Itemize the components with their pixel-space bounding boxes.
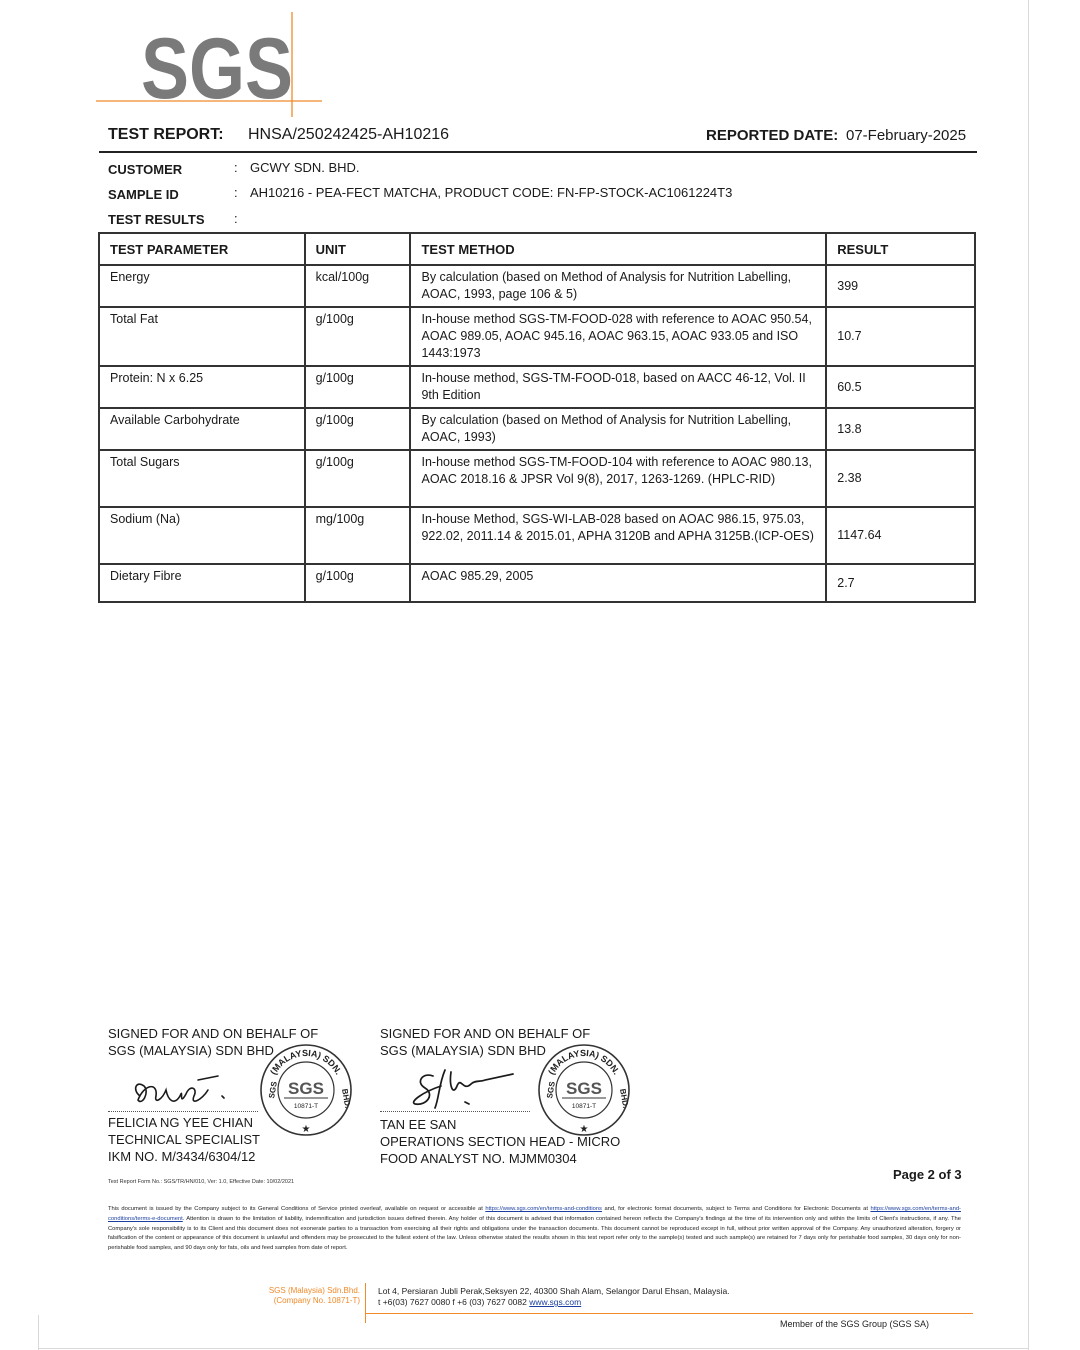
sample-id-value: AH10216 - PEA-FECT MATCHA, PRODUCT CODE: FN-FP-STOCK-AC1061224T3: [250, 185, 733, 200]
signatory-company-line: SGS (MALAYSIA) SDN BHD: [380, 1043, 546, 1058]
signatory-heading-line: SIGNED FOR AND ON BEHALF OF: [380, 1026, 591, 1041]
form-number: Test Report Form No.: SGS/TR/HN/010, Ver: 1.0, Effective Date: 10/02/2021: [108, 1179, 295, 1185]
results-table: [98, 232, 976, 603]
page-edge: [38, 1315, 39, 1350]
company-seal-icon: [258, 1042, 354, 1138]
unit-cell: kcal/100g: [305, 265, 411, 307]
seal-star: ★: [579, 1124, 589, 1135]
method-cell: In-house method SGS-TM-FOOD-028 with reference to AOAC 950.54, AOAC 989.05, AOAC 945.16, AOAC 963.15, AOAC 933.05 and ISO 1443:1973: [410, 307, 826, 366]
column-header-parameter: TEST PARAMETER: [99, 233, 305, 265]
e-document-terms-link[interactable]: https://www.sgs.com/en/terms-and-conditions/terms-e-document: [108, 1206, 961, 1222]
reported-date-label: REPORTED DATE:: [706, 127, 839, 144]
table-row: [99, 265, 975, 307]
disclaimer-part: This document is issued by the Company subject to its General Conditions of Service printed overleaf, available on request or accessible at: [108, 1206, 483, 1212]
footer-address-line: Lot 4, Persiaran Jubli Perak,Seksyen 22, 40300 Shah Alam, Selangor Darul Ehsan, Malaysia.: [378, 1286, 730, 1296]
customer-label: CUSTOMER: [108, 162, 183, 177]
signatory-1-details: [108, 1114, 260, 1165]
param-cell: Available Carbohydrate: [99, 408, 305, 450]
seal-top-text: (MALAYSIA) SDN.: [268, 1047, 344, 1077]
seal-left-text: SGS: [545, 1080, 557, 1100]
table-row: [99, 408, 975, 450]
page-edge: [38, 1348, 1028, 1349]
table-row: [99, 564, 975, 602]
signature-line: [108, 1111, 258, 1112]
unit-cell: g/100g: [305, 307, 411, 366]
signatory-reg-number: FOOD ANALYST NO. MJMM0304: [380, 1151, 577, 1166]
footer-contact: t +6(03) 7627 0080 f +6 (03) 7627 0082: [378, 1297, 527, 1307]
reported-date: 07-February-2025: [846, 127, 967, 144]
signatory-name: TAN EE SAN: [380, 1117, 457, 1132]
column-header-result: RESULT: [826, 233, 975, 265]
seal-number: 10871-T: [293, 1103, 319, 1110]
footer-company-number: (Company No. 10871-T): [273, 1296, 360, 1305]
sgs-logo: [96, 12, 326, 122]
result-cell: 2.7: [826, 564, 975, 602]
signatory-company-line: SGS (MALAYSIA) SDN BHD: [108, 1043, 274, 1058]
disclaimer-part: . Attention is drawn to the limitation of liability, indemnification and jurisdiction issues defined therein. Any holder of this document is advised that information contained hereon reflects the Company's findings at the time of its intervention only and within the limits of Client's instructions, if any. The Company's sole responsibility is to its Client and this document does not exonerate parties to a transaction from exercising all their rights and obligations under the transaction documents. This document cannot be reproduced except in full, without prior written approval of the Company. Any unauthorized alteration, forgery or falsification of the content or appearance of this document is unlawful and offenders may be prosecuted to the fullest extent of the law. Unless otherwise stated the results shown in this test report refer only to the sample(s) tested and such sample(s) are retained for 7 days only for perishable food samples, 30 days only for non-perishable food samples, and 90 days only for fats, oils and feed samples from date of report.: [108, 1215, 961, 1252]
footer-divider: [365, 1283, 366, 1323]
table-row: [99, 307, 975, 366]
customer-value: GCWY SDN. BHD.: [250, 160, 360, 175]
result-cell: 10.7: [826, 307, 975, 366]
seal-star: ★: [301, 1124, 311, 1135]
column-header-method: TEST METHOD: [410, 233, 826, 265]
seal-number: 10871-T: [571, 1103, 597, 1110]
disclaimer-part: and, for electronic format documents, subject to Terms and Conditions for Electronic Documents at: [604, 1206, 868, 1212]
result-cell: 399: [826, 265, 975, 307]
footer-contact-line: [378, 1297, 730, 1308]
param-cell: Protein: N x 6.25: [99, 366, 305, 408]
unit-cell: mg/100g: [305, 507, 411, 564]
website-link[interactable]: www.sgs.com: [529, 1297, 582, 1307]
report-label: TEST REPORT:: [108, 126, 224, 143]
signature-1-image: [128, 1066, 238, 1116]
param-cell: Total Sugars: [99, 450, 305, 507]
method-cell: In-house method, SGS-TM-FOOD-018, based on AACC 46-12, Vol. II 9th Edition: [410, 366, 826, 408]
signature-line: [380, 1111, 530, 1112]
test-results-label: TEST RESULTS: [108, 212, 205, 227]
footer-company-name: SGS (Malaysia) Sdn.Bhd.: [268, 1286, 360, 1295]
seal-center-text: SGS: [288, 1079, 324, 1098]
company-seal-icon: [536, 1042, 632, 1138]
result-cell: 13.8: [826, 408, 975, 450]
sample-id-colon: :: [234, 185, 238, 200]
seal-center-text: SGS: [566, 1079, 602, 1098]
unit-cell: g/100g: [305, 408, 411, 450]
param-cell: Energy: [99, 265, 305, 307]
seal-left-text: SGS: [267, 1080, 279, 1100]
table-row: [99, 507, 975, 564]
param-cell: Dietary Fibre: [99, 564, 305, 602]
sgs-logo-text: SGS: [141, 21, 293, 117]
seal-top-text: (MALAYSIA) SDN.: [546, 1047, 622, 1077]
table-row: [99, 366, 975, 408]
method-cell: In-house Method, SGS-WI-LAB-028 based on AOAC 986.15, 975.03, 922.02, 2011.14 & 2015.01, APHA 3120B and APHA 3125B.(ICP-OES): [410, 507, 826, 564]
seal-right-text: BHD.: [339, 1088, 353, 1109]
unit-cell: g/100g: [305, 450, 411, 507]
footer-company: [220, 1286, 360, 1306]
signatory-title: TECHNICAL SPECIALIST: [108, 1132, 260, 1147]
signatory-name: FELICIA NG YEE CHIAN: [108, 1115, 253, 1130]
method-cell: AOAC 985.29, 2005: [410, 564, 826, 602]
param-cell: Sodium (Na): [99, 507, 305, 564]
signatory-title: OPERATIONS SECTION HEAD - MICRO: [380, 1134, 621, 1149]
signature-2-image: [405, 1062, 520, 1114]
sample-id-label: SAMPLE ID: [108, 187, 179, 202]
seal-right-text: BHD.: [617, 1088, 631, 1109]
footer-divider: [365, 1313, 973, 1314]
method-cell: By calculation (based on Method of Analysis for Nutrition Labelling, AOAC, 1993): [410, 408, 826, 450]
result-cell: 60.5: [826, 366, 975, 408]
table-row: [99, 450, 975, 507]
unit-cell: g/100g: [305, 366, 411, 408]
page-number: Page 2 of 3: [893, 1167, 962, 1182]
method-cell: In-house method SGS-TM-FOOD-104 with reference to AOAC 980.13, AOAC 2018.16 & JPSR Vol 9(8), 2017, 1263-1269. (HPLC-RID): [410, 450, 826, 507]
column-header-unit: UNIT: [305, 233, 411, 265]
page-edge: [1028, 0, 1029, 1350]
param-cell: Total Fat: [99, 307, 305, 366]
table-header-row: [99, 233, 975, 265]
terms-link[interactable]: https://www.sgs.com/en/terms-and-conditions: [485, 1206, 602, 1212]
group-membership: Member of the SGS Group (SGS SA): [780, 1319, 930, 1329]
signatory-heading-line: SIGNED FOR AND ON BEHALF OF: [108, 1026, 319, 1041]
report-number: HNSA/250242425-AH10216: [248, 126, 450, 143]
signatory-reg-number: IKM NO. M/3434/6304/12: [108, 1149, 256, 1164]
result-cell: 1147.64: [826, 507, 975, 564]
method-cell: By calculation (based on Method of Analysis for Nutrition Labelling, AOAC, 1993, page 106 & 5): [410, 265, 826, 307]
test-results-colon: :: [234, 211, 238, 226]
footer-address: [378, 1286, 730, 1308]
header-rule: [99, 151, 977, 153]
unit-cell: g/100g: [305, 564, 411, 602]
result-cell: 2.38: [826, 450, 975, 507]
disclaimer-text: [108, 1205, 961, 1254]
customer-colon: :: [234, 160, 238, 175]
